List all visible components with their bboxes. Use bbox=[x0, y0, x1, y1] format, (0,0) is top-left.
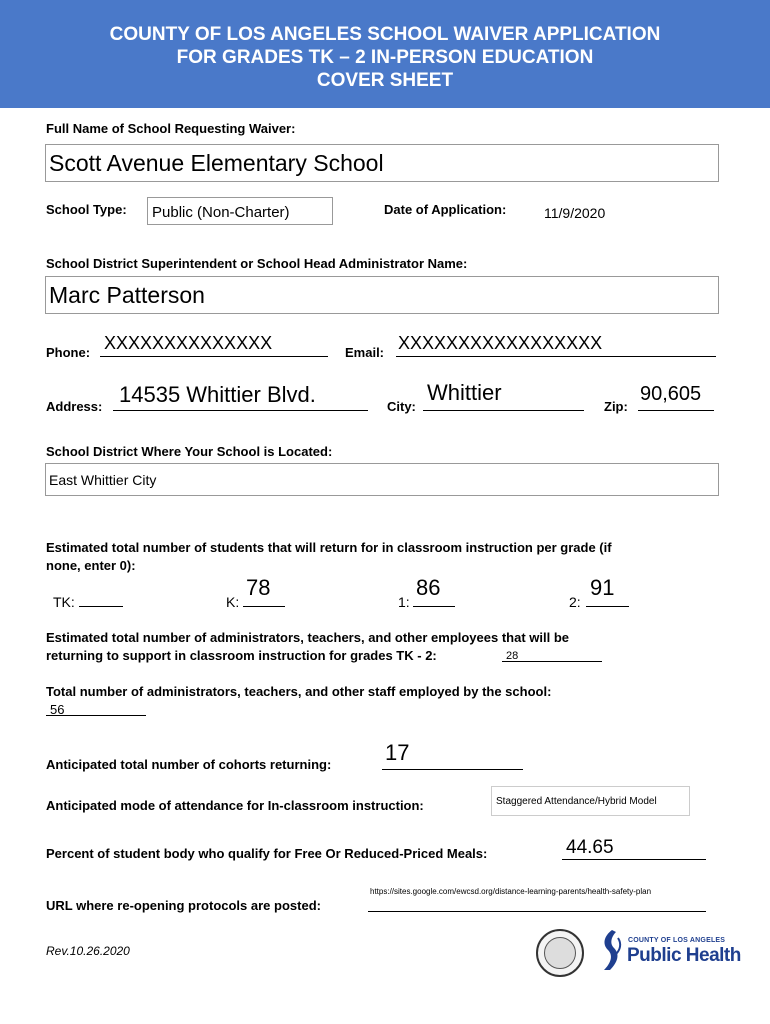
superintendent-label: School District Superintendent or School Head Administrator Name: bbox=[46, 256, 468, 271]
grade-2-label: 2: bbox=[569, 594, 581, 610]
grade-1-label: 1: bbox=[398, 594, 410, 610]
meals-value[interactable]: 44.65 bbox=[566, 837, 614, 858]
school-type-label: School Type: bbox=[46, 202, 127, 217]
attendance-mode-label: Anticipated mode of attendance for In-classroom instruction: bbox=[46, 798, 424, 813]
revision-text: Rev.10.26.2020 bbox=[46, 944, 130, 958]
tk-underline bbox=[79, 606, 123, 607]
grade-1-value[interactable]: 86 bbox=[416, 575, 441, 600]
city-value[interactable]: Whittier bbox=[427, 380, 502, 405]
url-label: URL where re-opening protocols are posted: bbox=[46, 898, 321, 913]
email-underline bbox=[396, 356, 716, 357]
logo-big-text: Public Health bbox=[627, 945, 741, 966]
cohorts-underline bbox=[382, 769, 523, 770]
school-type-value: Public (Non-Charter) bbox=[152, 204, 290, 221]
students-label-line-2: none, enter 0): bbox=[46, 558, 136, 573]
district-value: East Whittier City bbox=[49, 472, 157, 488]
header-line-1: COUNTY OF LOS ANGELES SCHOOL WAIVER APPLICATION bbox=[109, 24, 661, 45]
phone-underline bbox=[100, 356, 328, 357]
superintendent-field[interactable] bbox=[45, 276, 719, 314]
grade-2-value[interactable]: 91 bbox=[590, 575, 615, 600]
grade-1-underline bbox=[413, 606, 455, 607]
county-seal-icon bbox=[536, 929, 584, 977]
staff-returning-label-line-2: returning to support in classroom instruction for grades TK - 2: bbox=[46, 648, 437, 663]
zip-value[interactable]: 90,605 bbox=[640, 383, 702, 405]
date-label: Date of Application: bbox=[384, 202, 507, 217]
phone-value[interactable]: XXXXXXXXXXXXXX bbox=[104, 333, 273, 353]
email-label: Email: bbox=[345, 345, 385, 360]
cohorts-label: Anticipated total number of cohorts returning: bbox=[46, 757, 332, 772]
students-label-line-1: Estimated total number of students that will return for in classroom instruction per grade (if bbox=[46, 540, 612, 555]
school-name-field[interactable] bbox=[45, 144, 719, 182]
attendance-mode-field[interactable] bbox=[491, 786, 690, 816]
staff-total-value[interactable]: 56 bbox=[50, 702, 65, 717]
logo-small-text: COUNTY OF LOS ANGELES bbox=[628, 937, 726, 944]
grade-2-underline bbox=[586, 606, 629, 607]
school-name-value: Scott Avenue Elementary School bbox=[49, 150, 384, 176]
address-label: Address: bbox=[46, 399, 103, 414]
email-value[interactable]: XXXXXXXXXXXXXXXXX bbox=[398, 333, 603, 353]
superintendent-value: Marc Patterson bbox=[49, 282, 205, 308]
meals-underline bbox=[562, 859, 706, 860]
phone-label: Phone: bbox=[46, 345, 91, 360]
staff-returning-value[interactable]: 28 bbox=[506, 650, 519, 662]
attendance-mode-value: Staggered Attendance/Hybrid Model bbox=[496, 796, 657, 807]
staff-returning-label-line-1: Estimated total number of administrators, teachers, and other employees that will be bbox=[46, 630, 570, 645]
header-line-3: COVER SHEET bbox=[316, 70, 454, 91]
date-value[interactable]: 11/9/2020 bbox=[544, 205, 606, 221]
address-value[interactable]: 14535 Whittier Blvd. bbox=[119, 382, 316, 407]
header-line-2: FOR GRADES TK – 2 IN-PERSON EDUCATION bbox=[176, 47, 594, 68]
zip-underline bbox=[638, 410, 714, 411]
cover-sheet-header bbox=[0, 0, 770, 108]
k-underline bbox=[243, 606, 285, 607]
school-type-field[interactable] bbox=[147, 197, 333, 225]
url-underline bbox=[368, 911, 706, 912]
school-name-label: Full Name of School Requesting Waiver: bbox=[46, 121, 296, 136]
tk-label: TK: bbox=[53, 594, 75, 610]
district-label: School District Where Your School is Located: bbox=[46, 444, 333, 459]
k-value[interactable]: 78 bbox=[246, 575, 271, 600]
city-label: City: bbox=[387, 399, 416, 414]
url-value[interactable]: https://sites.google.com/ewcsd.org/distance-learning-parents/health-safety-plan bbox=[370, 887, 652, 896]
district-field[interactable] bbox=[45, 463, 719, 496]
staff-total-label: Total number of administrators, teachers, and other staff employed by the school: bbox=[46, 684, 552, 699]
address-underline bbox=[113, 410, 368, 411]
meals-label: Percent of student body who qualify for Free Or Reduced-Priced Meals: bbox=[46, 846, 488, 861]
zip-label: Zip: bbox=[604, 399, 628, 414]
city-underline bbox=[423, 410, 584, 411]
public-health-logo-icon bbox=[600, 928, 624, 972]
k-label: K: bbox=[226, 594, 240, 610]
cohorts-value[interactable]: 17 bbox=[385, 740, 410, 765]
